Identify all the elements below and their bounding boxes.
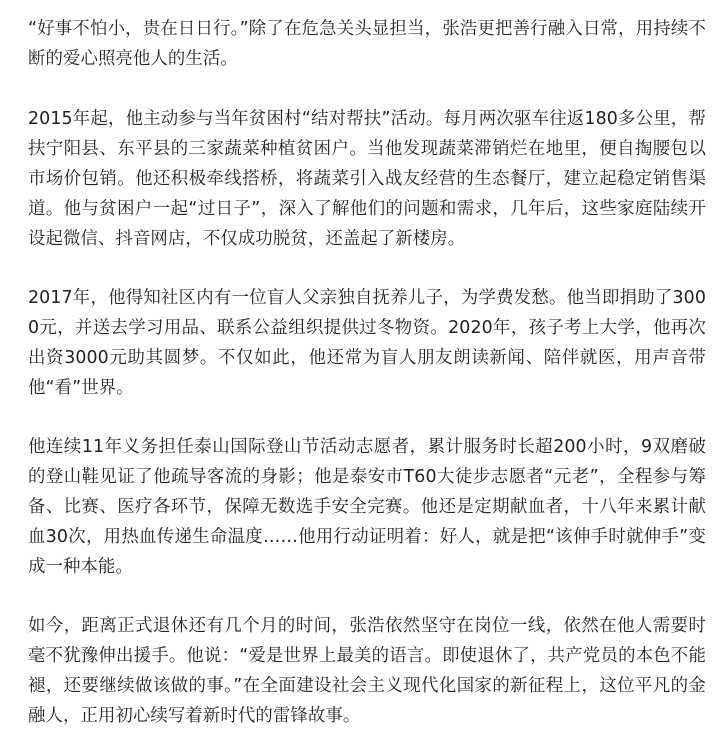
paragraph-volunteering: 他连续11年义务担任泰山国际登山节活动志愿者，累计服务时长超200小时，9双磨破的登山鞋见证了他疏导客流的身影；他是泰安市T60大徒步志愿者“元老”，全程参与筹备、比赛、医疗各环节，保障无数选手安全完赛。他还是定期献血者，十八年来累计献血30次，用热血传递生命温度……他用行动证明着：好人，就是把“该伸手时就伸手”变成一种本能。: [28, 437, 706, 577]
paragraph-retirement: 如今，距离正式退休还有几个月的时间，张浩依然坚守在岗位一线，依然在他人需要时毫不犹豫伸出援手。他说：“爱是世界上最美的语言。即使退休了，共产党员的本色不能褪，还要继续做该做的事。”在全面建设社会主义现代化国家的新征程上，这位平凡的金融人，正用初心续写着新时代的雷锋故事。: [28, 616, 706, 726]
paragraph-blind-father-support: 2017年，他得知社区内有一位盲人父亲独自抚养儿子，为学费发愁。他当即捐助了3000元，并送去学习用品、联系公益组织提供过冬物资。2020年，孩子考上大学，他再次出资3000元助其圆梦。不仅如此，他还常为盲人朋友朗读新闻、陪伴就医，用声音带他“看”世界。: [28, 288, 706, 398]
paragraph-poverty-relief: 2015年起，他主动参与当年贫困村“结对帮扶”活动。每月两次驱车往返180多公里，帮扶宁阳县、东平县的三家蔬菜种植贫困户。当他发现蔬菜滞销烂在地里，便自掏腰包以市场价包销。他还积极牵线搭桥，将蔬菜引入战友经营的生态餐厅，建立起稳定销售渠道。他与贫困户一起“过日子”，深入了解他们的问题和需求，几年后，这些家庭陆续开设起微信、抖音网店，不仅成功脱贫，还盖起了新楼房。: [28, 109, 706, 249]
paragraph-daily-kindness: “好事不怕小，贵在日日行。”除了在危急关头显担当，张浩更把善行融入日常，用持续不断的爱心照亮他人的生活。: [28, 19, 706, 69]
